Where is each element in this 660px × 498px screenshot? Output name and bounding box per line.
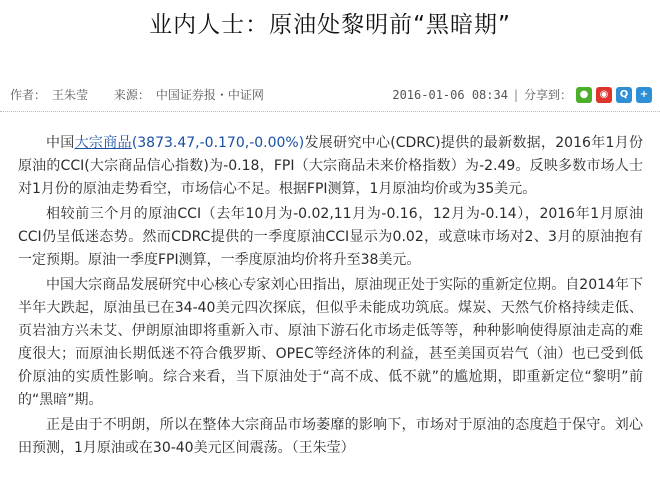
share-label: 分享到：: [523, 88, 572, 102]
article-body: [18, 132, 643, 462]
author-name: 王朱莹: [52, 88, 89, 102]
meta-separator: |: [513, 88, 518, 102]
article-title: 业内人士：原油处黎明前“黑暗期”: [149, 12, 511, 38]
article-meta: [10, 84, 652, 106]
qzone-icon[interactable]: Q: [616, 87, 632, 103]
p1-rest: 发展研究中心(CDRC)提供的最新数据，2016年1月份原油的CCI(大宗商品信心指数)为-0.18，FPI（大宗商品未来价格指数）为-2.49。反映多数市场人士对1月份的原油走势看空，市场信心不足。根据FPI测算，1月原油均价或为35美元。: [18, 135, 644, 197]
divider: [0, 111, 660, 112]
index-quote: (3873.47,-0.170,-0.00%): [131, 135, 305, 151]
wechat-icon[interactable]: ●: [576, 87, 592, 103]
source-name: 中国证券报・中证网: [155, 88, 264, 102]
publish-date: 2016-01-06 08:34: [392, 88, 508, 102]
commodity-link[interactable]: 大宗商品: [74, 135, 132, 151]
paragraph-1: [18, 132, 643, 201]
author-label: 作者：: [10, 88, 47, 102]
paragraph-3: 中国大宗商品发展研究中心核心专家刘心田指出，原油现正处于实际的重新定位期。自2014年下半年大跌起，原油虽已在34-40美元四次探底，但似乎未能成功筑底。煤炭、天然气价格持续走低、页岩油方兴未艾、伊朗原油即将重新入市、原油下游石化市场走低等等，种种影响使得原油走高的难度很大；而原油长期低迷不符合俄罗斯、OPEC等经济体的利益，甚至美国页岩气（油）也已受到低价原油的实质性影响。综合来看，当下原油处于“高不成、低不就”的尴尬期，即重新定位“黎明”前的“黑暗”期。: [18, 277, 643, 408]
weibo-icon[interactable]: ◉: [596, 87, 612, 103]
p1-lead: 中国: [46, 135, 75, 151]
share-icons: [572, 87, 652, 103]
paragraph-2: 相较前三个月的原油CCI（去年10月为-0.02,11月为-0.16，12月为-0.14），2016年1月原油CCI仍呈低迷态势。然而CDRC提供的一季度原油CCI显示为0.02，或意味市场对2、3月的原油抱有一定预期。原油一季度FPI测算，一季度原油均价将升至38美元。: [18, 206, 643, 268]
source-label: 来源：: [113, 88, 150, 102]
meta-right: [392, 84, 652, 106]
more-icon[interactable]: +: [636, 87, 652, 103]
paragraph-4: 正是由于不明朗，所以在整体大宗商品市场萎靡的影响下，市场对于原油的态度趋于保守。刘心田预测，1月原油或在30-40美元区间震荡。（王朱莹）: [18, 417, 643, 456]
